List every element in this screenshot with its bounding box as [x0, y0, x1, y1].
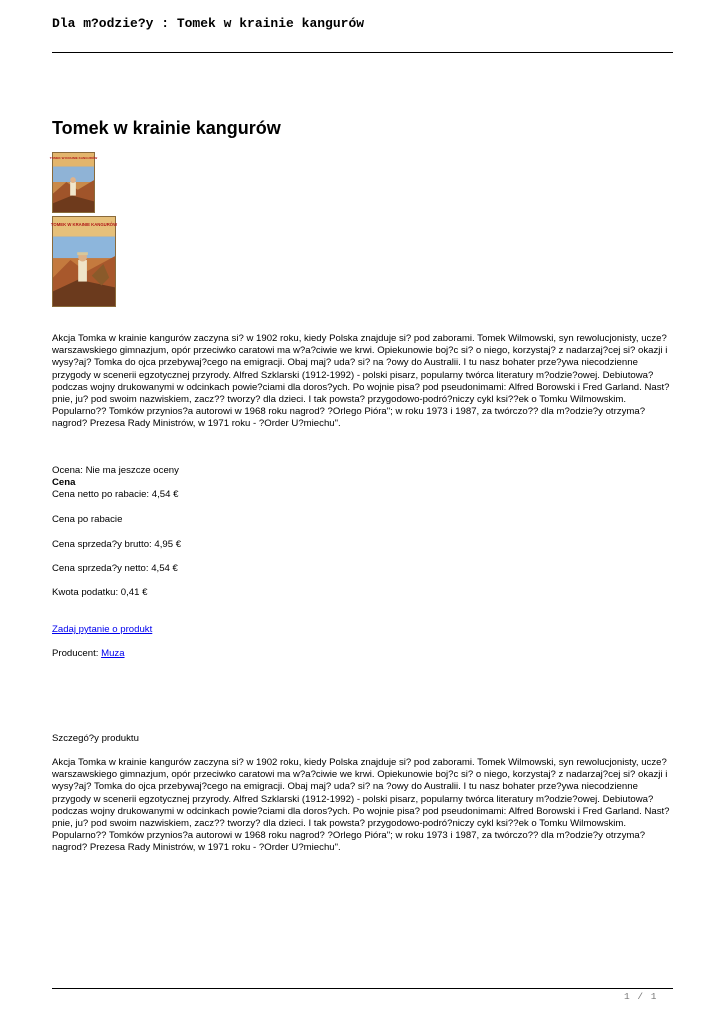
book-cover-thumbnail[interactable]: [49, 152, 98, 213]
page-number: 1 / 1: [624, 991, 658, 1002]
product-description: Akcja Tomka w krainie kangurów zaczyna si? w 1902 roku, kiedy Polska znajduje si? pod zaborami. Tomek Wilmowski, syn rewolucjonisty, ucze? warszawskiego gimnazjum, opór przeciwko caratowi ma w?a?ciwie we krwi. Opiekunowie boj?c si? o niego, korzystaj? z nadarzaj?cej si? okazji i wysy?aj? Tomka do ojca przebywaj?cego na emigracji. Obaj maj? uda? si? na ?owy do Australii. I tu nasz bohater prze?ywa niecodzienne przygody w scenerii egzotycznej przyrody. Alfred Szklarski (1912-1992) - polski pisarz, popularny twórca literatury m?odzie?owej. Debiutowa? podczas wojny drukowanymi w odcinkach powie?ciami dla doros?ych. Po wojnie pisa? pod pseudonimami: Alfred Borowski i Fred Garland. Nast?pnie, ju? pod swoim nazwiskiem, zacz?? tworzy? dla dzieci. I tak powsta? przygodowo-podró?niczy cykl ksi??ek o Tomku Wilmowskim. Popularno?? Tomków przynios?a autorowi w 1968 roku nagrod? ?Orlego Pióra"; w roku 1973 i 1987, za twórczo?? dla m?odzie?y otrzyma? nagrod? Prezesa Rady Ministrów, w 1971 roku - ?Order U?miechu".: [52, 333, 670, 430]
cover-small-title: TOMEK W KRAINIE KANGURÓW: [49, 155, 98, 160]
ask-question-line: [52, 624, 152, 636]
net-price-after-discount: Cena netto po rabacie: 4,54 €: [52, 489, 179, 500]
producer-line: [52, 648, 125, 660]
price-after-discount: Cena po rabacie: [52, 514, 123, 525]
footer-divider: [52, 988, 673, 989]
price-heading: Cena: [52, 477, 76, 488]
header-divider: [52, 52, 673, 53]
cover-large-title: TOMEK W KRAINIE KANGURÓW: [50, 221, 118, 227]
ask-question-link[interactable]: Zadaj pytanie o produkt: [52, 624, 153, 635]
net-sale-price: Cena sprzeda?y netto: 4,54 €: [52, 563, 178, 574]
document-header-title: Dla m?odzie?y : Tomek w krainie kangurów: [52, 16, 365, 31]
gross-sale-price: Cena sprzeda?y brutto: 4,95 €: [52, 539, 182, 550]
details-heading: Szczegó?y produktu: [52, 733, 139, 744]
tax-amount: Kwota podatku: 0,41 €: [52, 587, 148, 598]
product-title: Tomek w krainie kangurów: [52, 118, 281, 138]
details-description: Akcja Tomka w krainie kangurów zaczyna si? w 1902 roku, kiedy Polska znajduje si? pod zaborami. Tomek Wilmowski, syn rewolucjonisty, ucze? warszawskiego gimnazjum, opór przeciwko caratowi ma w?a?ciwie we krwi. Opiekunowie boj?c si? o niego, korzystaj? z nadarzaj?cej si? okazji i wysy?aj? Tomka do ojca przebywaj?cego na emigracji. Obaj maj? uda? si? na ?owy do Australii. I tu nasz bohater prze?ywa niecodzienne przygody w scenerii egzotycznej przyrody. Alfred Szklarski (1912-1992) - polski pisarz, popularny twórca literatury m?odzie?owej. Debiutowa? podczas wojny drukowanymi w odcinkach powie?ciami dla doros?ych. Po wojnie pisa? pod pseudonimami: Alfred Borowski i Fred Garland. Nast?pnie, ju? pod swoim nazwiskiem, zacz?? tworzy? dla dzieci. I tak powsta? przygodowo-podró?niczy cykl ksi??ek o Tomku Wilmowskim. Popularno?? Tomków przynios?a autorowi w 1968 roku nagrod? ?Orlego Pióra"; w roku 1973 i 1987, za twórczo?? dla m?odzie?y otrzyma? nagrod? Prezesa Rady Ministrów, w 1971 roku - ?Order U?miechu".: [52, 757, 670, 854]
rating-text: Ocena: Nie ma jeszcze oceny: [52, 465, 179, 476]
producer-link[interactable]: Muza: [101, 648, 125, 659]
producer-label: Producent:: [52, 648, 102, 659]
book-cover-image[interactable]: [52, 216, 116, 307]
